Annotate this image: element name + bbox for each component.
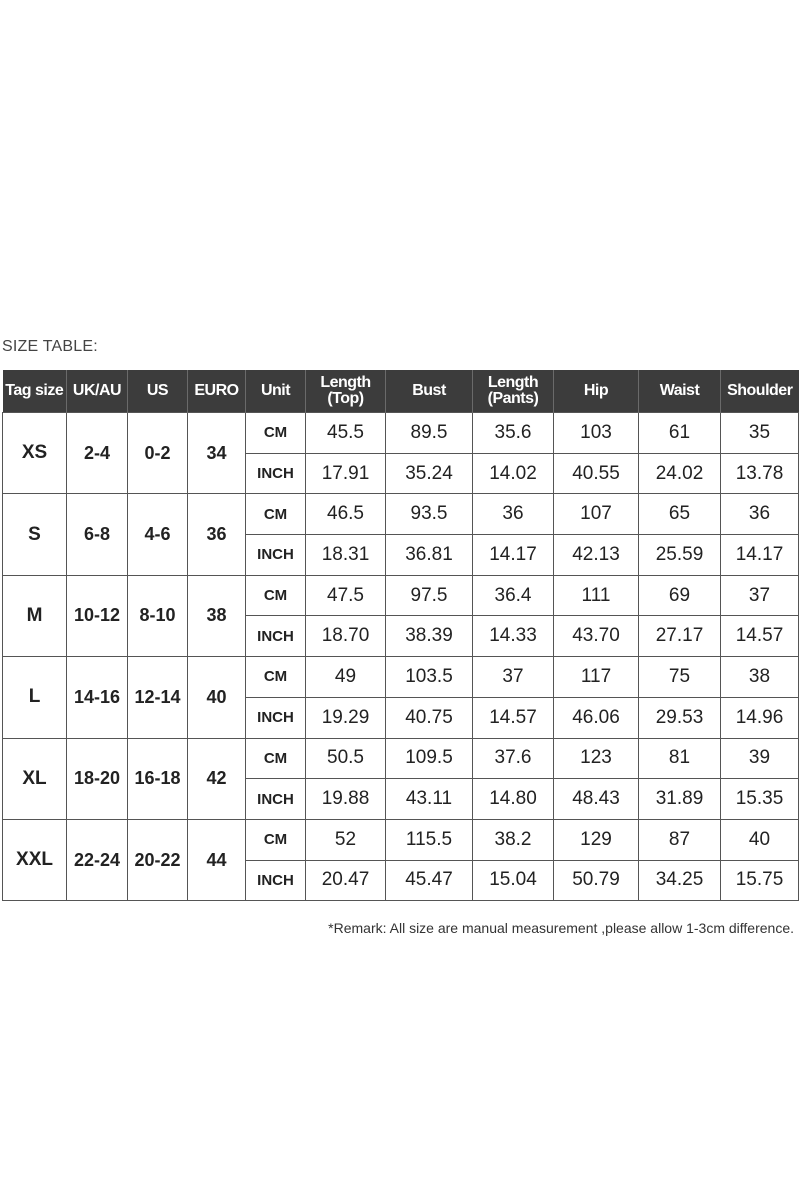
header-hip: Hip: [554, 370, 639, 413]
cm-value-cell: 97.5: [386, 575, 473, 616]
cm-value-cell: 40: [721, 819, 799, 860]
unit-inch-cell: INCH: [246, 697, 306, 738]
inch-value-cell: 15.75: [721, 860, 799, 901]
header-length-top-line2: (Top): [327, 390, 364, 407]
unit-cm-cell: CM: [246, 657, 306, 698]
inch-value-cell: 15.04: [473, 860, 554, 901]
cm-value-cell: 38.2: [473, 819, 554, 860]
unit-inch-cell: INCH: [246, 779, 306, 820]
cm-value-cell: 47.5: [306, 575, 386, 616]
cm-value-cell: 37.6: [473, 738, 554, 779]
inch-value-cell: 36.81: [386, 535, 473, 576]
cm-value-cell: 75: [639, 657, 721, 698]
table-row: [3, 494, 799, 535]
cm-value-cell: 37: [473, 657, 554, 698]
header-row: [3, 370, 799, 413]
cm-value-cell: 117: [554, 657, 639, 698]
table-row: [3, 413, 799, 454]
inch-value-cell: 24.02: [639, 453, 721, 494]
inch-value-cell: 40.75: [386, 697, 473, 738]
inch-value-cell: 34.25: [639, 860, 721, 901]
cm-value-cell: 45.5: [306, 413, 386, 454]
inch-value-cell: 14.96: [721, 697, 799, 738]
size-table-caption: SIZE TABLE:: [2, 338, 98, 355]
unit-inch-cell: INCH: [246, 453, 306, 494]
cm-value-cell: 107: [554, 494, 639, 535]
cm-value-cell: 103: [554, 413, 639, 454]
us-cell: 4-6: [128, 494, 188, 575]
us-cell: 20-22: [128, 819, 188, 900]
uk-au-cell: 18-20: [67, 738, 128, 819]
inch-value-cell: 19.29: [306, 697, 386, 738]
remark-note: *Remark: All size are manual measurement ,please allow 1-3cm difference.: [328, 920, 794, 936]
inch-value-cell: 14.80: [473, 779, 554, 820]
uk-au-cell: 14-16: [67, 657, 128, 738]
inch-value-cell: 46.06: [554, 697, 639, 738]
header-length-pants: [473, 370, 554, 413]
header-length-pants-line1: Length: [487, 374, 539, 391]
cm-value-cell: 36: [721, 494, 799, 535]
inch-value-cell: 45.47: [386, 860, 473, 901]
cm-value-cell: 69: [639, 575, 721, 616]
cm-value-cell: 36.4: [473, 575, 554, 616]
header-us: US: [128, 370, 188, 413]
cm-value-cell: 81: [639, 738, 721, 779]
table-row: [3, 657, 799, 698]
uk-au-cell: 2-4: [67, 413, 128, 494]
tag-size-cell: XXL: [3, 819, 67, 900]
header-length-top-line1: Length: [320, 374, 371, 391]
header-shoulder: Shoulder: [721, 370, 799, 413]
inch-value-cell: 14.02: [473, 453, 554, 494]
cm-value-cell: 87: [639, 819, 721, 860]
inch-value-cell: 40.55: [554, 453, 639, 494]
header-unit: Unit: [246, 370, 306, 413]
euro-cell: 44: [188, 819, 246, 900]
tag-size-cell: L: [3, 657, 67, 738]
cm-value-cell: 109.5: [386, 738, 473, 779]
inch-value-cell: 29.53: [639, 697, 721, 738]
uk-au-cell: 6-8: [67, 494, 128, 575]
size-table: [2, 370, 799, 901]
cm-value-cell: 65: [639, 494, 721, 535]
inch-value-cell: 20.47: [306, 860, 386, 901]
inch-value-cell: 31.89: [639, 779, 721, 820]
header-euro: EURO: [188, 370, 246, 413]
cm-value-cell: 93.5: [386, 494, 473, 535]
inch-value-cell: 14.33: [473, 616, 554, 657]
table-row: [3, 819, 799, 860]
euro-cell: 34: [188, 413, 246, 494]
header-bust: Bust: [386, 370, 473, 413]
inch-value-cell: 25.59: [639, 535, 721, 576]
header-length-pants-line2: (Pants): [487, 390, 539, 407]
us-cell: 16-18: [128, 738, 188, 819]
inch-value-cell: 18.31: [306, 535, 386, 576]
us-cell: 0-2: [128, 413, 188, 494]
unit-inch-cell: INCH: [246, 535, 306, 576]
euro-cell: 38: [188, 575, 246, 656]
cm-value-cell: 111: [554, 575, 639, 616]
header-waist: Waist: [639, 370, 721, 413]
cm-value-cell: 49: [306, 657, 386, 698]
table-row: [3, 738, 799, 779]
tag-size-cell: XS: [3, 413, 67, 494]
tag-size-cell: XL: [3, 738, 67, 819]
inch-value-cell: 50.79: [554, 860, 639, 901]
tag-size-cell: S: [3, 494, 67, 575]
header-tag-size: Tag size: [3, 370, 67, 413]
inch-value-cell: 17.91: [306, 453, 386, 494]
unit-cm-cell: CM: [246, 819, 306, 860]
inch-value-cell: 15.35: [721, 779, 799, 820]
cm-value-cell: 39: [721, 738, 799, 779]
inch-value-cell: 14.57: [473, 697, 554, 738]
tag-size-cell: M: [3, 575, 67, 656]
unit-cm-cell: CM: [246, 494, 306, 535]
cm-value-cell: 61: [639, 413, 721, 454]
inch-value-cell: 19.88: [306, 779, 386, 820]
inch-value-cell: 43.11: [386, 779, 473, 820]
euro-cell: 42: [188, 738, 246, 819]
unit-cm-cell: CM: [246, 738, 306, 779]
unit-cm-cell: CM: [246, 413, 306, 454]
inch-value-cell: 35.24: [386, 453, 473, 494]
uk-au-cell: 22-24: [67, 819, 128, 900]
cm-value-cell: 123: [554, 738, 639, 779]
unit-inch-cell: INCH: [246, 860, 306, 901]
cm-value-cell: 52: [306, 819, 386, 860]
cm-value-cell: 103.5: [386, 657, 473, 698]
inch-value-cell: 38.39: [386, 616, 473, 657]
cm-value-cell: 115.5: [386, 819, 473, 860]
unit-cm-cell: CM: [246, 575, 306, 616]
inch-value-cell: 14.17: [473, 535, 554, 576]
inch-value-cell: 27.17: [639, 616, 721, 657]
header-uk-au: UK/AU: [67, 370, 128, 413]
inch-value-cell: 14.17: [721, 535, 799, 576]
inch-value-cell: 43.70: [554, 616, 639, 657]
inch-value-cell: 48.43: [554, 779, 639, 820]
unit-inch-cell: INCH: [246, 616, 306, 657]
uk-au-cell: 10-12: [67, 575, 128, 656]
cm-value-cell: 37: [721, 575, 799, 616]
euro-cell: 36: [188, 494, 246, 575]
header-length-top: [306, 370, 386, 413]
cm-value-cell: 36: [473, 494, 554, 535]
inch-value-cell: 13.78: [721, 453, 799, 494]
inch-value-cell: 14.57: [721, 616, 799, 657]
cm-value-cell: 50.5: [306, 738, 386, 779]
cm-value-cell: 38: [721, 657, 799, 698]
cm-value-cell: 46.5: [306, 494, 386, 535]
euro-cell: 40: [188, 657, 246, 738]
inch-value-cell: 18.70: [306, 616, 386, 657]
cm-value-cell: 35: [721, 413, 799, 454]
cm-value-cell: 35.6: [473, 413, 554, 454]
cm-value-cell: 129: [554, 819, 639, 860]
inch-value-cell: 42.13: [554, 535, 639, 576]
cm-value-cell: 89.5: [386, 413, 473, 454]
us-cell: 8-10: [128, 575, 188, 656]
us-cell: 12-14: [128, 657, 188, 738]
table-row: [3, 575, 799, 616]
